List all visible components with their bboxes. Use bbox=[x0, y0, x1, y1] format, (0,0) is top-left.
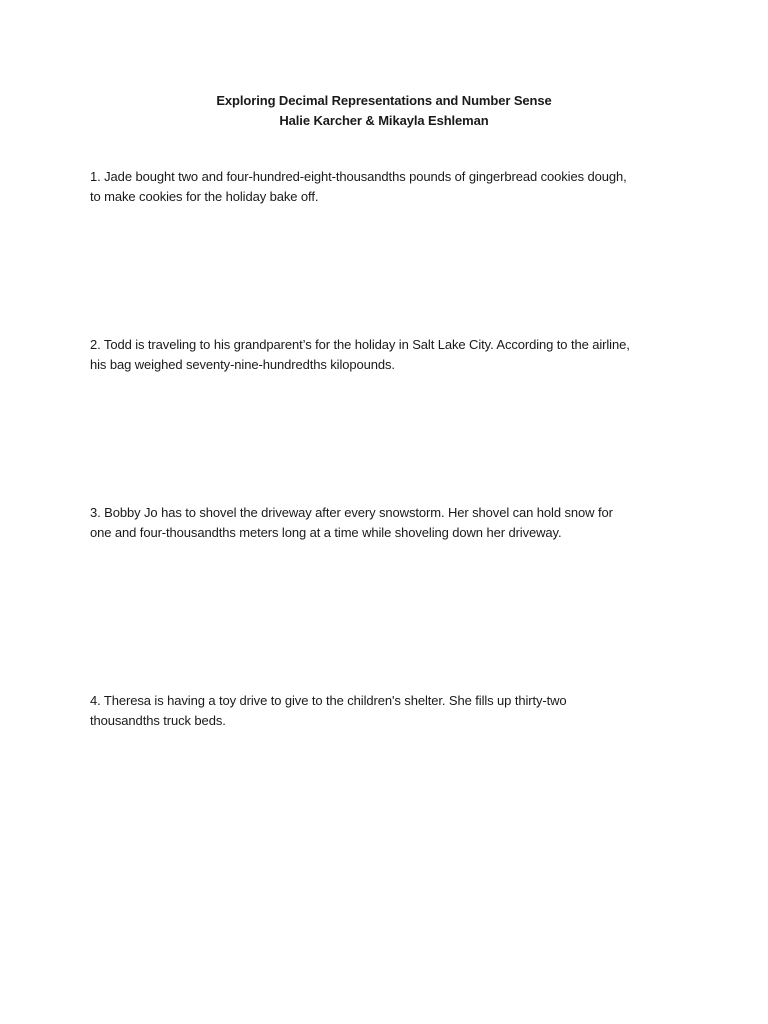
question-3-line-1: 3. Bobby Jo has to shovel the driveway after every snowstorm. Her shovel can hold snow for bbox=[90, 505, 613, 520]
question-3-line-2: one and four-thousandths meters long at a time while shoveling down her driveway. bbox=[90, 525, 562, 540]
document-title: Exploring Decimal Representations and Number Sense bbox=[216, 93, 552, 108]
question-3 bbox=[90, 503, 690, 543]
question-2-line-2: his bag weighed seventy-nine-hundredths kilopounds. bbox=[90, 357, 395, 372]
document-header bbox=[0, 91, 768, 131]
question-1-line-2: to make cookies for the holiday bake off. bbox=[90, 189, 319, 204]
question-4 bbox=[90, 691, 690, 731]
question-1 bbox=[90, 167, 690, 207]
question-2-line-1: 2. Todd is traveling to his grandparent’s for the holiday in Salt Lake City. According to the airline, bbox=[90, 337, 630, 352]
question-2 bbox=[90, 335, 690, 375]
document-authors: Halie Karcher & Mikayla Eshleman bbox=[279, 113, 489, 128]
question-4-line-1: 4. Theresa is having a toy drive to give to the children's shelter. She fills up thirty-two bbox=[90, 693, 567, 708]
question-4-line-2: thousandths truck beds. bbox=[90, 713, 226, 728]
question-1-line-1: 1. Jade bought two and four-hundred-eight-thousandths pounds of gingerbread cookies dough, bbox=[90, 169, 627, 184]
